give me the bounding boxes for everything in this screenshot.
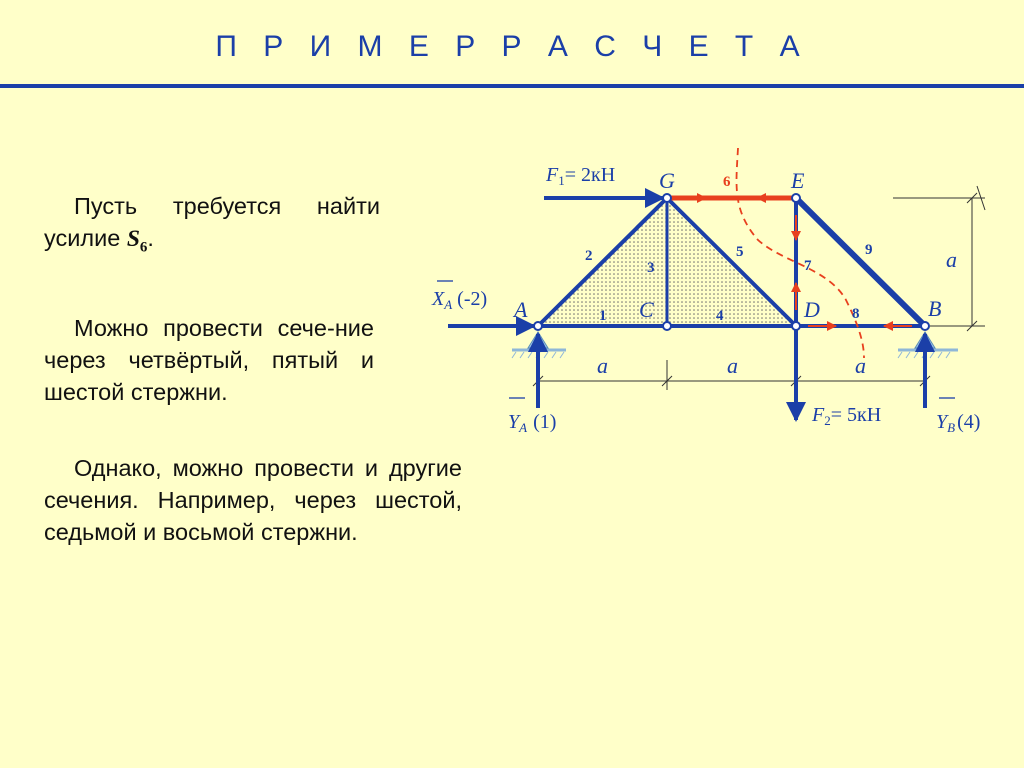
member-number-1: 1 <box>599 308 607 324</box>
member-number-3: 3 <box>647 260 655 276</box>
force-F1-label: $F_1= 2кН$ <box>546 164 616 188</box>
dimension-a-3: a <box>855 353 866 378</box>
member-number-8: 8 <box>852 306 860 322</box>
dimension-a-height: a <box>946 247 957 272</box>
member-number-5: 5 <box>736 244 744 260</box>
joint-A <box>534 322 542 330</box>
node-label-C: C <box>639 297 654 322</box>
member-number-2: 2 <box>585 248 593 264</box>
joint-C <box>663 322 671 330</box>
p1-tail: . <box>147 225 154 251</box>
p2-text: Можно провести сече-ние через четвёртый, пятый и шестой стержни. <box>44 315 374 405</box>
dimension-a-1: a <box>597 353 608 378</box>
page-title: П Р И М Е Р Р А С Ч Е Т А <box>215 30 809 63</box>
member-number-7: 7 <box>804 258 812 274</box>
member-number-6: 6 <box>723 174 731 190</box>
joint-E <box>792 194 800 202</box>
joint-B <box>921 322 929 330</box>
node-label-B: B <box>928 296 942 321</box>
p1-text: Пусть требуется найти усилие <box>44 193 380 251</box>
force-subscript: 6 <box>139 239 148 256</box>
reaction-YB-label: $Y_B$ (4) <box>936 411 981 435</box>
force-F2-label: $F_2= 5кН$ <box>812 404 882 428</box>
p3-text: Однако, можно провести и другие сечения. Например, через шестой, седьмой и восьмой стержни. <box>44 455 462 545</box>
reaction-XA-label: $X_A$ (-2) <box>432 288 488 312</box>
node-label-G: G <box>659 168 675 193</box>
node-label-E: E <box>791 168 805 193</box>
dimension-a-2: a <box>727 353 738 378</box>
node-label-D: D <box>804 297 820 322</box>
node-label-A: A <box>514 297 528 322</box>
support-B <box>898 332 958 358</box>
member-number-9: 9 <box>865 242 873 258</box>
force-symbol: S <box>126 226 140 252</box>
reaction-YA-label: $Y_A$ (1) <box>508 411 557 435</box>
member-number-4: 4 <box>716 308 724 324</box>
joint-D <box>792 322 800 330</box>
joint-G <box>663 194 671 202</box>
